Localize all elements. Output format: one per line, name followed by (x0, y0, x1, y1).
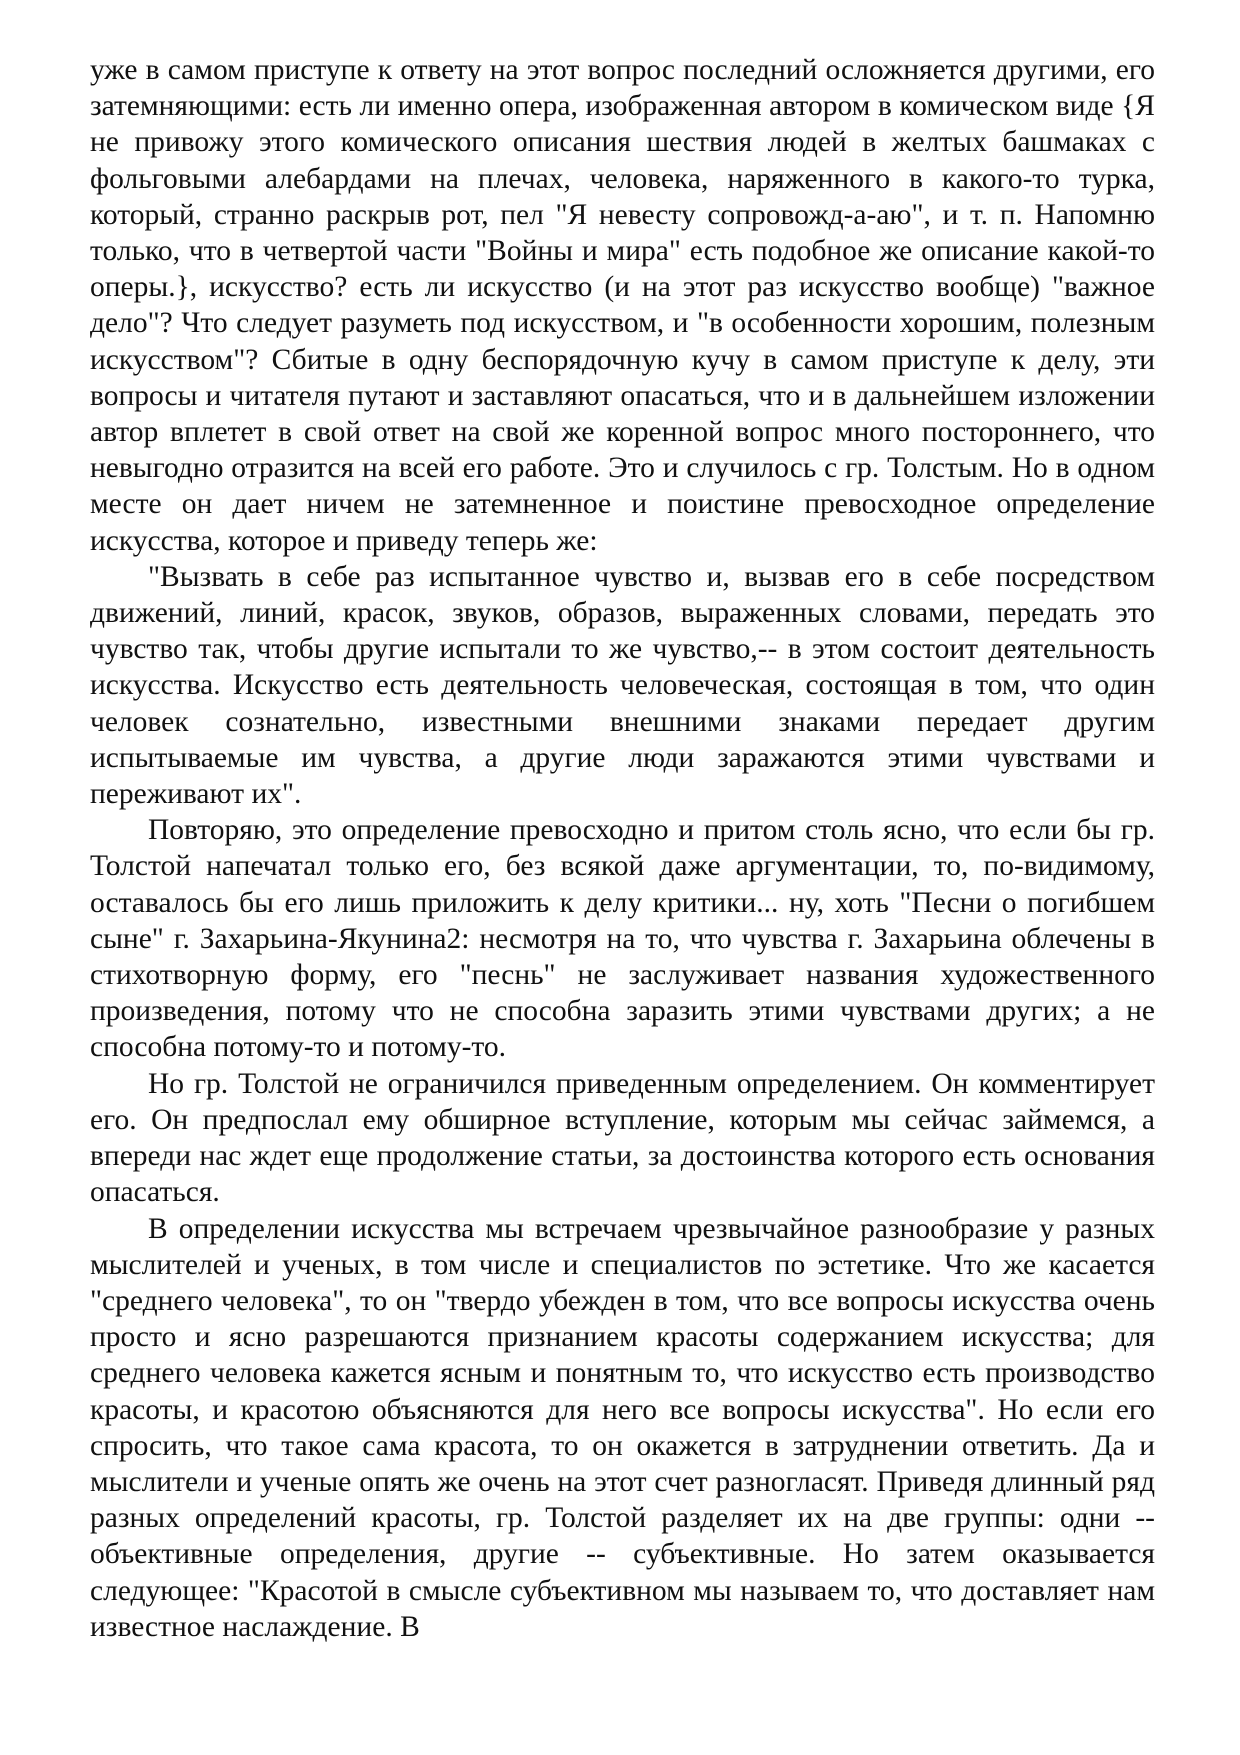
paragraph-1: уже в самом приступе к ответу на этот вопрос последний осложняется другими, его затемняющими: есть ли именно опера, изображенная автором в комическом виде {Я не привожу этого комического описания шествия людей в желтых башмаках с фольговыми алебардами на плечах, человека, наряженного в какого-то турка, который, странно раскрыв рот, пел "Я невесту сопровожд-а-аю", и т. п. Напомню только, что в четвертой части "Войны и мира" есть подобное же описание какой-то оперы.}, искусство? есть ли искусство (и на этот раз искусство вообще) "важное дело"? Что следует разуметь под искусством, и "в особенности хорошим, полезным искусством"? Сбитые в одну беспорядочную кучу в самом приступе к делу, эти вопросы и читателя путают и заставляют опасаться, что и в дальнейшем изложении автор вплетет в свой ответ на свой же коренной вопрос много постороннего, что невыгодно отразится на всей его работе. Это и случилось с гр. Толстым. Но в одном месте он дает ничем не затемненное и поистине превосходное определение искусства, которое и приведу теперь же: (90, 54, 1155, 557)
document-page (90, 52, 1155, 1645)
paragraph-2-quote: "Вызвать в себе раз испытанное чувство и, вызвав его в себе посредством движений, линий, красок, звуков, образов, выраженных словами, передать это чувство так, чтобы другие испытали то же чувство,-- в этом состоит деятельность искусства. Искусство есть деятельность человеческая, состоящая в том, что один человек сознательно, известными внешними знаками передает другим испытываемые им чувства, а другие люди заражаются этими чувствами и переживают их". (90, 560, 1155, 811)
paragraph-4: Но гр. Толстой не ограничился приведенным определением. Он комментирует его. Он предпослал ему обширное вступление, которым мы сейчас займемся, а впереди нас ждет еще продолжение статьи, за достоинства которого есть основания опасаться. (90, 1067, 1155, 1209)
paragraph-3: Повторяю, это определение превосходно и притом столь ясно, что если бы гр. Толстой напечатал только его, без всякой даже аргументации, то, по-видимому, оставалось бы его лишь приложить к делу критики... ну, хоть "Песни о погибшем сыне" г. Захарьина-Якунина2: несмотря на то, что чувства г. Захарьина облечены в стихотворную форму, его "песнь" не заслуживает названия художественного произведения, потому что не способна заразить этими чувствами других; а не способна потому-то и потому-то. (90, 814, 1155, 1064)
paragraph-5: В определении искусства мы встречаем чрезвычайное разнообразие у разных мыслителей и ученых, в том числе и специалистов по эстетике. Что же касается "среднего человека", то он "твердо убежден в том, что все вопросы искусства очень просто и ясно разрешаются признанием красоты содержанием искусства; для среднего человека кажется ясным и понятным то, что искусство есть производство красоты, и красотою объясняются для него все вопросы искусства". Но если его спросить, что такое сама красота, то он окажется в затруднении ответить. Да и мыслители и ученые опять же очень на этот счет разногласят. Приведя длинный ряд разных определений красоты, гр. Толстой разделяет их на две группы: одни -- объективные определения, другие -- субъективные. Но затем оказывается следующее: "Красотой в смысле субъективном мы называем то, что доставляет нам известное наслаждение. В (90, 1212, 1155, 1643)
